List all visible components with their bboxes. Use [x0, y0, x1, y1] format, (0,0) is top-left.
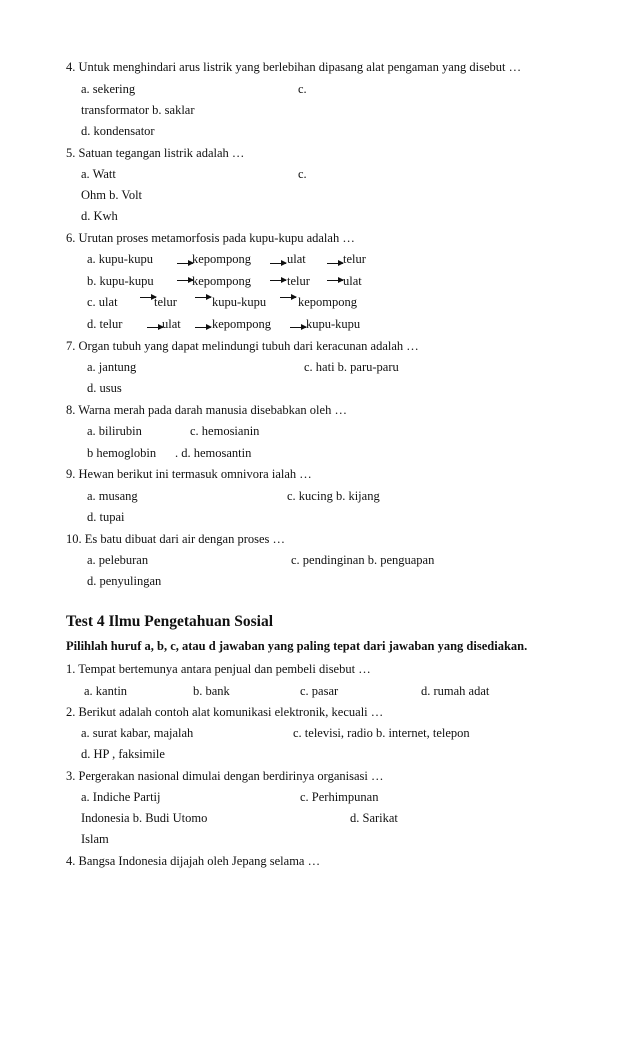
arrow-right-icon: [327, 280, 343, 281]
q5-option-c-marker: c.: [298, 167, 307, 181]
arrow-right-icon: [177, 263, 193, 264]
q6-c-stage-4: kepompong: [298, 295, 358, 309]
q6-d-stage-4: kupu-kupu: [306, 317, 361, 331]
arrow-right-icon: [327, 263, 343, 264]
social-question-2-text: 2. Berikut adalah contoh alat komunikasi elektronik, kecuali …: [66, 705, 384, 719]
section-heading: Test 4 Ilmu Pengetahuan Sosial: [66, 613, 273, 630]
social-q3-option-d-cont: Islam: [81, 832, 109, 846]
arrow-right-icon: [280, 297, 296, 298]
social-q3-option-c-b: Indonesia b. Budi Utomo: [81, 811, 208, 825]
q4-option-c-b: transformator b. saklar: [81, 103, 195, 117]
question-9-text: 9. Hewan berikut ini termasuk omnivora ialah …: [66, 467, 312, 481]
q10-option-c-b: c. pendinginan b. penguapan: [291, 553, 435, 567]
q4-option-d: d. kondensator: [81, 124, 155, 138]
question-8-text: 8. Warna merah pada darah manusia disebabkan oleh …: [66, 403, 347, 417]
question-7-text: 7. Organ tubuh yang dapat melindungi tubuh dari keracunan adalah …: [66, 339, 419, 353]
social-question-3-text: 3. Pergerakan nasional dimulai dengan berdirinya organisasi …: [66, 769, 384, 783]
q6-c-stage-2: telur: [154, 295, 177, 309]
q10-option-d: d. penyulingan: [87, 574, 162, 588]
q4-option-c-marker: c.: [298, 82, 307, 96]
social-q1-option-a: a. kantin: [84, 684, 128, 698]
question-5-text: 5. Satuan tegangan listrik adalah …: [66, 146, 245, 160]
arrow-right-icon: [270, 280, 286, 281]
arrow-right-icon: [147, 327, 163, 328]
q9-option-c-b: c. kucing b. kijang: [287, 489, 380, 503]
social-q2-option-c-b: c. televisi, radio b. internet, telepon: [293, 726, 470, 740]
social-q3-option-d: d. Sarikat: [350, 811, 398, 825]
q8-option-b: b hemoglobin: [87, 446, 157, 460]
q6-d-stage-1: d. telur: [87, 317, 123, 331]
q6-b-stage-3: telur: [287, 274, 310, 288]
social-q2-option-a: a. surat kabar, majalah: [81, 726, 194, 740]
q6-b-stage-2: kepompong: [192, 274, 252, 288]
arrow-right-icon: [195, 297, 211, 298]
q5-option-d: d. Kwh: [81, 209, 118, 223]
q6-c-stage-1: c. ulat: [87, 295, 118, 309]
arrow-right-icon: [270, 263, 286, 264]
q7-option-c-b: c. hati b. paru-paru: [304, 360, 399, 374]
q7-option-d: d. usus: [87, 381, 122, 395]
q10-option-a: a. peleburan: [87, 553, 149, 567]
social-q1-option-d: d. rumah adat: [421, 684, 490, 698]
q4-option-a: a. sekering: [81, 82, 136, 96]
arrow-right-icon: [290, 327, 306, 328]
q6-d-stage-3: kepompong: [212, 317, 272, 331]
q6-a-stage-1: a. kupu-kupu: [87, 252, 153, 266]
q8-option-c: c. hemosianin: [190, 424, 260, 438]
arrow-right-icon: [177, 280, 193, 281]
question-4-text: 4. Untuk menghindari arus listrik yang berlebihan dipasang alat pengaman yang disebut …: [66, 60, 522, 74]
section-instruction: Pilihlah huruf a, b, c, atau d jawaban yang paling tepat dari jawaban yang disediakan.: [66, 639, 528, 653]
social-q2-option-d: d. HP , faksimile: [81, 747, 165, 761]
q6-a-stage-3: ulat: [287, 252, 306, 266]
question-10-text: 10. Es batu dibuat dari air dengan proses …: [66, 532, 286, 546]
social-question-4-text: 4. Bangsa Indonesia dijajah oleh Jepang selama …: [66, 854, 321, 868]
social-q1-option-b: b. bank: [193, 684, 230, 698]
social-q3-option-a: a. Indiche Partij: [81, 790, 161, 804]
q7-option-a: a. jantung: [87, 360, 137, 374]
arrow-right-icon: [195, 327, 211, 328]
social-question-1-text: 1. Tempat bertemunya antara penjual dan pembeli disebut …: [66, 662, 371, 676]
q6-a-stage-2: kepompong: [192, 252, 252, 266]
q9-option-d: d. tupai: [87, 510, 125, 524]
q6-a-stage-4: telur: [343, 252, 366, 266]
q8-option-a: a. bilirubin: [87, 424, 142, 438]
q5-option-a: a. Watt: [81, 167, 116, 181]
q5-option-c-b: Ohm b. Volt: [81, 188, 143, 202]
q8-option-d: . d. hemosantin: [175, 446, 252, 460]
q9-option-a: a. musang: [87, 489, 138, 503]
q6-d-stage-2: ulat: [162, 317, 181, 331]
social-q3-option-c: c. Perhimpunan: [300, 790, 379, 804]
q6-b-stage-1: b. kupu-kupu: [87, 274, 154, 288]
social-q1-option-c: c. pasar: [300, 684, 339, 698]
question-6-text: 6. Urutan proses metamorfosis pada kupu-kupu adalah …: [66, 231, 355, 245]
q6-c-stage-3: kupu-kupu: [212, 295, 267, 309]
q6-b-stage-4: ulat: [343, 274, 362, 288]
